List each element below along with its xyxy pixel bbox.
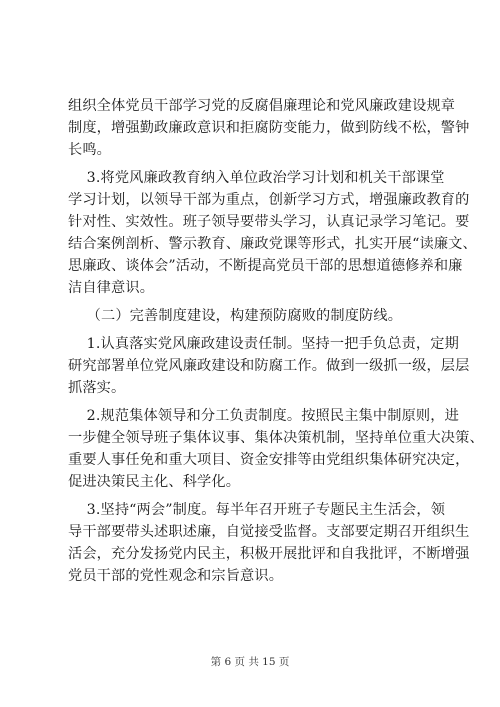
body-paragraph	[68, 499, 470, 587]
text-line: 学习计划，以领导干部为重点，创新学习方式，增强廉政教育的	[68, 192, 470, 208]
body-paragraph	[68, 167, 477, 299]
text-line: 一步健全领导班子集体议事、集体决策机制，坚持单位重大决策、	[68, 430, 484, 446]
text-line: 促进决策民主化、科学化。	[68, 474, 241, 490]
text-line: 导干部要带头述职述廉，自觉接受监督。支部要定期召开组织生	[68, 524, 470, 540]
text-line: 重要人事任免和重大项目、资金安排等由党组织集体研究决定，	[68, 452, 470, 468]
text-line: 抓落实。	[68, 380, 126, 396]
text-line: 党员干部的党性观念和宗旨意识。	[68, 568, 284, 584]
text-line: 3.将党风廉政教育纳入单位政治学习计划和机关干部课堂	[68, 170, 445, 186]
text-line: （二）完善制度建设，构建预防腐败的制度防线。	[68, 308, 403, 324]
text-line: 思廉政、谈体会”活动，不断提高党员干部的思想道德修养和廉	[68, 258, 463, 274]
page-footer: 第 6 页 共 15 页	[210, 656, 290, 668]
body-paragraph	[68, 95, 470, 161]
body-paragraph	[68, 333, 470, 399]
text-line: 制度，增强勤政廉政意识和拒腐防变能力，做到防线不松，警钟	[68, 120, 470, 136]
text-line: 3.坚持“两会”制度。每半年召开班子专题民主生活会，领	[68, 502, 446, 518]
text-line: 2.规范集体领导和分工负责制度。按照民主集中制原则，进	[68, 408, 459, 424]
section-heading	[68, 305, 440, 327]
text-line: 洁自律意识。	[68, 280, 155, 296]
text-line: 结合案例剖析、警示教育、廉政党课等形式，扎实开展“读廉文、	[68, 236, 477, 252]
document-body	[68, 95, 484, 593]
text-line: 组织全体党员干部学习党的反腐倡廉理论和党风廉政建设规章	[68, 98, 456, 114]
text-line: 针对性、实效性。班子领导要带头学习，认真记录学习笔记。要	[68, 214, 470, 230]
text-line: 1.认真落实党风廉政建设责任制。坚持一把手负总责，定期	[68, 336, 459, 352]
body-paragraph	[68, 405, 484, 493]
text-line: 研究部署单位党风廉政建设和防腐工作。做到一级抓一级，层层	[68, 358, 470, 374]
text-line: 长鸣。	[68, 142, 112, 158]
text-line: 活会，充分发扬党内民主，积极开展批评和自我批评，不断增强	[68, 546, 470, 562]
